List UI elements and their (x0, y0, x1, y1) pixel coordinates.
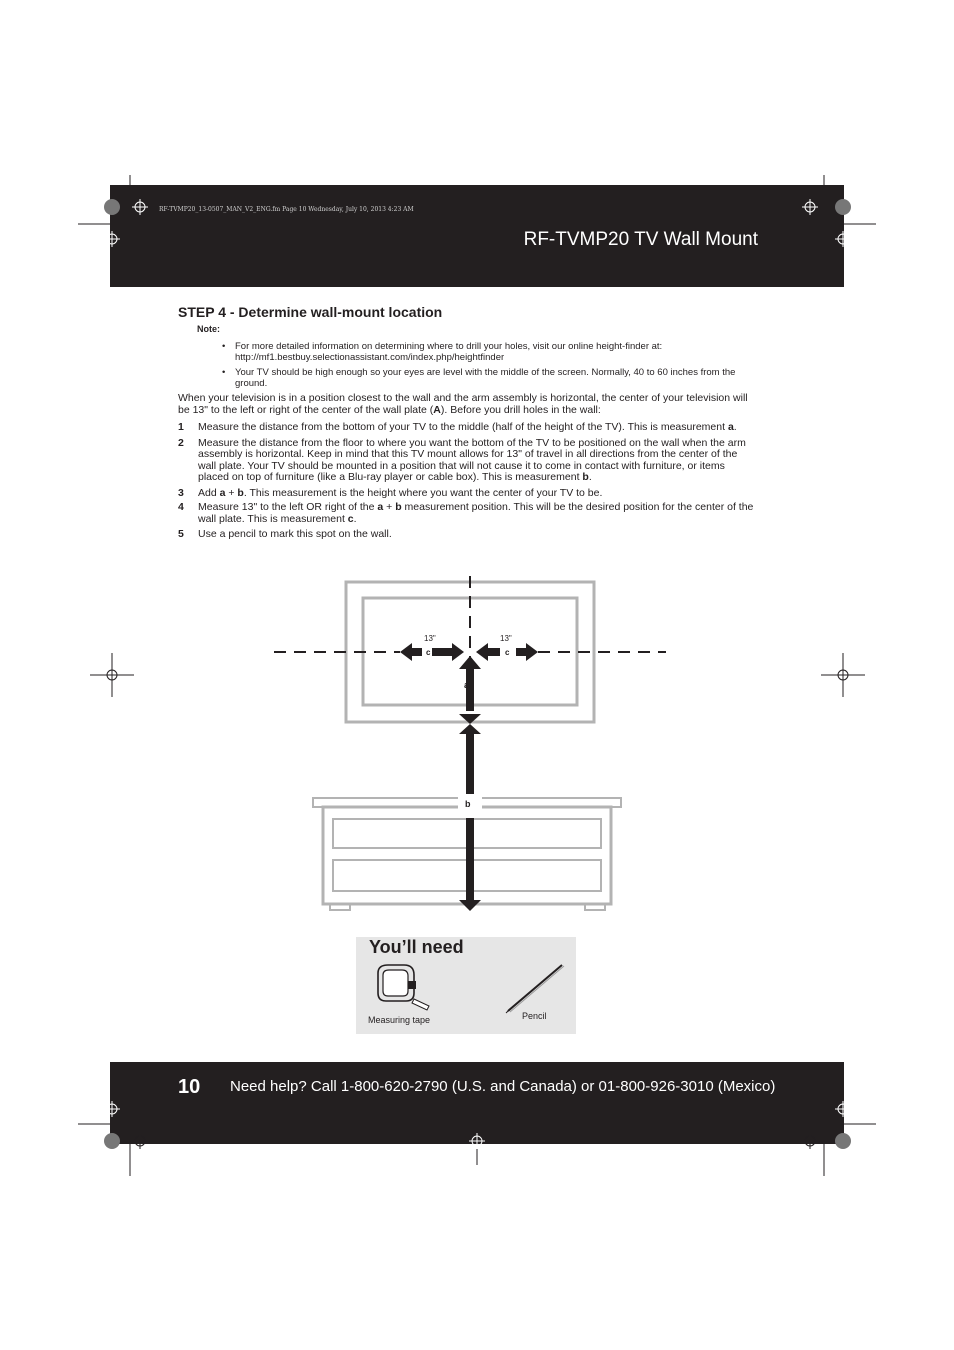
furniture-foot (330, 904, 350, 910)
step-bold: a (727, 421, 734, 433)
step-text: Add (198, 486, 220, 499)
you-need-box (356, 937, 576, 1034)
step-number: 3 (178, 486, 184, 499)
step-bold: b (582, 471, 589, 483)
step-item (178, 438, 758, 484)
list-item (222, 367, 762, 389)
bullet-icon: • (222, 341, 226, 352)
step-text: Measure the distance from the bottom of your TV to the middle (half of the height of the TV). This is measurement (198, 421, 728, 433)
step-bold: a (377, 501, 384, 513)
note-text: Your TV should be high enough so your eyes are level with the middle of the screen. Normally, 40 to 60 inches from the ground. (235, 367, 736, 389)
step-bold: b (395, 501, 402, 513)
step-heading: STEP 4 - Determine wall-mount location (178, 304, 443, 320)
step-bold: a (219, 486, 226, 499)
furniture-foot (585, 904, 605, 910)
step-text: . (733, 421, 737, 433)
step-text: . (353, 512, 357, 525)
step-number: 5 (178, 528, 184, 540)
list-item (222, 341, 762, 363)
intro-text: When your television is in a position closest to the wall and the arm assembly is horizontal, the center of your television will be 13" to the left or right of the center of the wall plate ( (178, 392, 748, 416)
step-text: + (225, 486, 238, 499)
mount-diagram (260, 574, 680, 919)
step-text: . (588, 471, 592, 483)
steps-list (178, 422, 758, 541)
label-b: b (465, 799, 471, 809)
item-label-measuring-tape: Measuring tape (368, 1015, 431, 1025)
intro-text: ). Before you drill holes in the wall: (440, 403, 601, 416)
step-text: + (383, 501, 396, 513)
step-text: Use a pencil to mark this spot on the wall. (198, 528, 392, 540)
measuring-tape-icon (374, 961, 434, 1011)
step-text: Measure 13" to the left OR right of the (198, 501, 378, 513)
step-item (178, 422, 758, 434)
step-text: measurement position. This will be the desired position for the center of the wall plate. This is measurement (198, 501, 754, 525)
arrow-left-icon (400, 643, 464, 661)
note-text: For more detailed information on determining where to drill your holes, visit our online height-finder at: http://mf1.bestbuy.selectionassistant.com/index.php/heightfinder (235, 341, 663, 363)
page-number: 10 (178, 1076, 201, 1098)
step-text: . This measurement is the height where you want the center of your TV to be. (243, 486, 603, 499)
pencil-icon (504, 961, 568, 1017)
label-c-right: c (505, 648, 510, 657)
page-title: RF-TVMP20 TV Wall Mount (523, 229, 758, 250)
help-text: Need help? Call 1-800-620-2790 (U.S. and Canada) or 01-800-926-3010 (Mexico) (230, 1078, 776, 1095)
step-number: 4 (178, 501, 184, 513)
intro-bold: A (433, 403, 441, 416)
bullet-icon: • (222, 367, 226, 378)
step-item (178, 502, 758, 525)
step-number: 2 (178, 436, 184, 449)
label-13-right: 13" (500, 634, 512, 643)
step-number: 1 (178, 421, 184, 433)
note-list (222, 341, 762, 393)
step-bold: b (237, 486, 244, 499)
you-need-title: You’ll need (369, 937, 464, 957)
file-tag: RF-TVMP20_13-0507_MAN_V2_ENG.fm Page 10 Wednesday, July 10, 2013 4:23 AM (159, 206, 414, 213)
step-item (178, 529, 758, 541)
step-text: Measure the distance from the floor to where you want the bottom of the TV to be positioned on the wall when the arm assembly is horizontal. Keep in mind that this TV mount allows for 13" of travel in all directions from the center of the wall plate. Your TV should be mounted in a position that will not cause it to come in contact with furniture, or items placed on top of furniture (like a Blu-ray player or cable box). This is measurement (198, 436, 746, 483)
note-label: Note: (197, 324, 220, 334)
step-bold: c (347, 512, 354, 525)
arrow-up-icon (459, 656, 481, 724)
intro-paragraph (178, 393, 758, 416)
label-c-left: c (426, 648, 431, 657)
item-label-pencil: Pencil (522, 1011, 547, 1021)
label-13-left: 13" (424, 634, 436, 643)
label-a: a (464, 680, 470, 690)
step-item (178, 488, 758, 500)
